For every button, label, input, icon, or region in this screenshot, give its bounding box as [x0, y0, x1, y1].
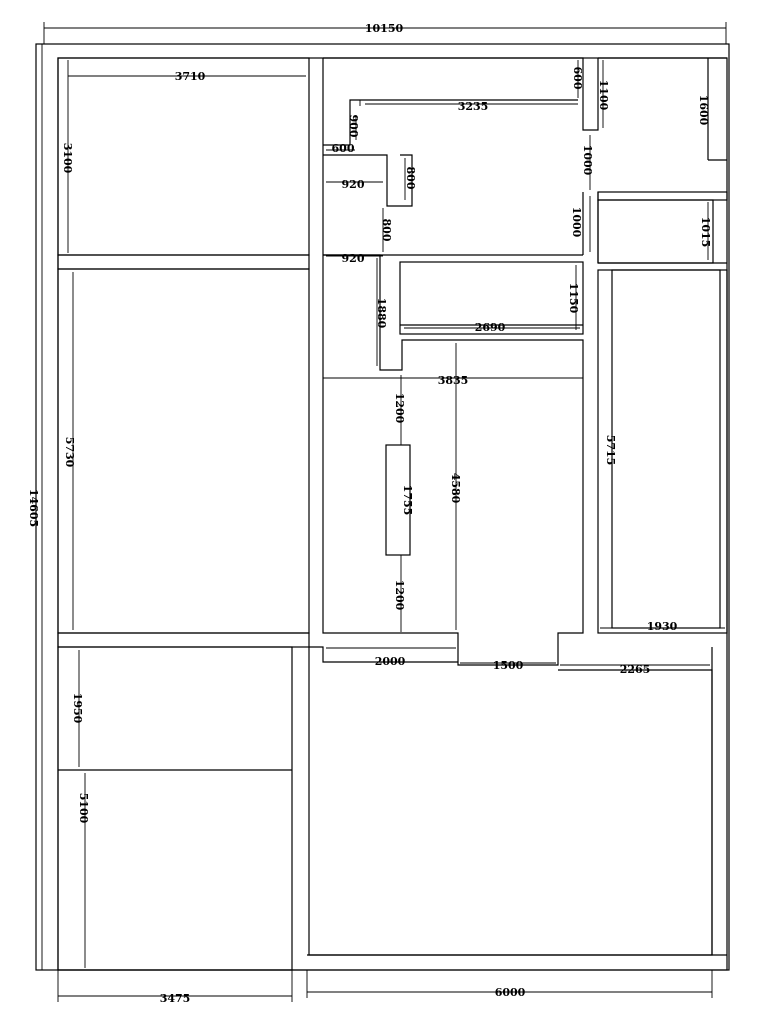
- dim-hall-800-a: 800: [404, 166, 417, 190]
- dim-bottom-right-6000: 6000: [494, 986, 526, 999]
- dim-hall-1880: 1880: [375, 297, 388, 329]
- dim-hall-920-a: 920: [341, 178, 365, 191]
- dim-bath-1150: 1150: [567, 282, 580, 314]
- dim-bottom-left-1950: 1950: [71, 692, 84, 724]
- dim-hall-1200-bottom: 1200: [393, 579, 406, 611]
- dim-hall-920-b: 920: [341, 252, 365, 265]
- dim-room1-width: 3710: [174, 70, 206, 83]
- dim-room-1930: 1930: [646, 620, 678, 633]
- room-bottom-left: [58, 633, 309, 1002]
- outer-walls: [36, 44, 729, 970]
- dim-hall-900: 900: [347, 114, 360, 138]
- dim-hall-800-b: 800: [380, 218, 393, 242]
- dim-hall-1100: 1100: [597, 79, 610, 111]
- dim-hall-1755: 1755: [401, 484, 414, 516]
- dim-opening-1500: 1500: [492, 659, 524, 672]
- dim-room1-height: 3100: [61, 142, 74, 174]
- dim-hall-1000-a: 1000: [581, 144, 594, 176]
- room-bottom-right: [307, 647, 727, 998]
- dim-opening-2000: 2000: [374, 655, 406, 668]
- dim-hall-4580: 4580: [449, 472, 462, 504]
- room-middle-left: [58, 255, 309, 633]
- dim-opening-2265: 2265: [619, 663, 651, 676]
- dim-hall-1000-b: 1000: [570, 206, 583, 238]
- dim-top-width: 10150: [364, 22, 404, 35]
- overall-dimensions: [36, 22, 726, 970]
- corridor-dimension-lines: [323, 60, 710, 665]
- dim-hall-1200-top: 1200: [393, 392, 406, 424]
- room-top-left: [58, 58, 309, 255]
- dim-room2-height: 5730: [63, 436, 76, 468]
- dim-bath-2690: 2690: [474, 321, 506, 334]
- dim-hall-600-left: 600: [331, 142, 355, 155]
- dim-bottom-left-3475: 3475: [159, 992, 191, 1005]
- dim-room-5715: 5715: [604, 434, 617, 466]
- dim-hall-1600: 1600: [697, 94, 710, 126]
- dim-hall-3235: 3235: [457, 100, 489, 113]
- dim-left-height: 14605: [27, 488, 40, 528]
- dim-room-1015: 1015: [699, 216, 712, 248]
- central-corridor: [323, 58, 598, 665]
- dim-bottom-left-5100: 5100: [77, 792, 90, 824]
- dim-hall-600-top: 600: [571, 66, 584, 90]
- dim-hall-3835: 3835: [437, 374, 469, 387]
